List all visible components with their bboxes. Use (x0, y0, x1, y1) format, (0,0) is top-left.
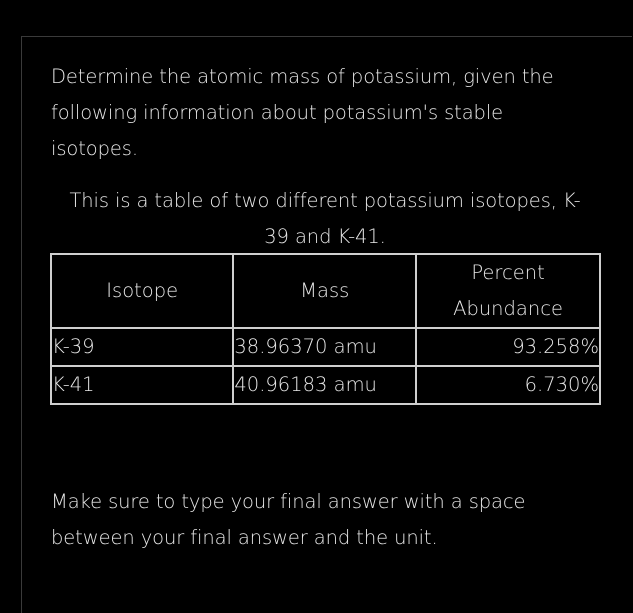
header-mass: Mass (233, 254, 416, 328)
cell-isotope: K-41 (51, 366, 233, 404)
cell-mass: 40.96183 amu (233, 366, 416, 404)
cell-abundance: 93.258% (416, 328, 600, 366)
question-line: Determine the atomic mass of potassium, given the (51, 65, 554, 88)
caption-line: 39 and K-41. (264, 225, 386, 248)
header-percent-abundance (416, 254, 600, 328)
table-row (51, 366, 600, 404)
table-caption (50, 183, 600, 255)
question-text (51, 59, 591, 167)
cell-isotope: K-39 (51, 328, 233, 366)
header-abundance-line2: Abundance (453, 297, 563, 320)
answer-instruction (51, 484, 611, 556)
question-line: isotopes. (51, 137, 138, 160)
table-header-row (51, 254, 600, 328)
instruction-line: between your final answer and the unit. (51, 526, 438, 549)
header-isotope: Isotope (51, 254, 233, 328)
header-abundance-line1: Percent (471, 261, 545, 284)
cell-abundance: 6.730% (416, 366, 600, 404)
cell-mass: 38.96370 amu (233, 328, 416, 366)
instruction-line: Make sure to type your final answer with a space (51, 490, 526, 513)
question-line: following information about potassium's stable (51, 101, 504, 124)
table-row (51, 328, 600, 366)
isotope-table (50, 253, 601, 405)
caption-line: This is a table of two different potassium isotopes, K- (69, 189, 581, 212)
